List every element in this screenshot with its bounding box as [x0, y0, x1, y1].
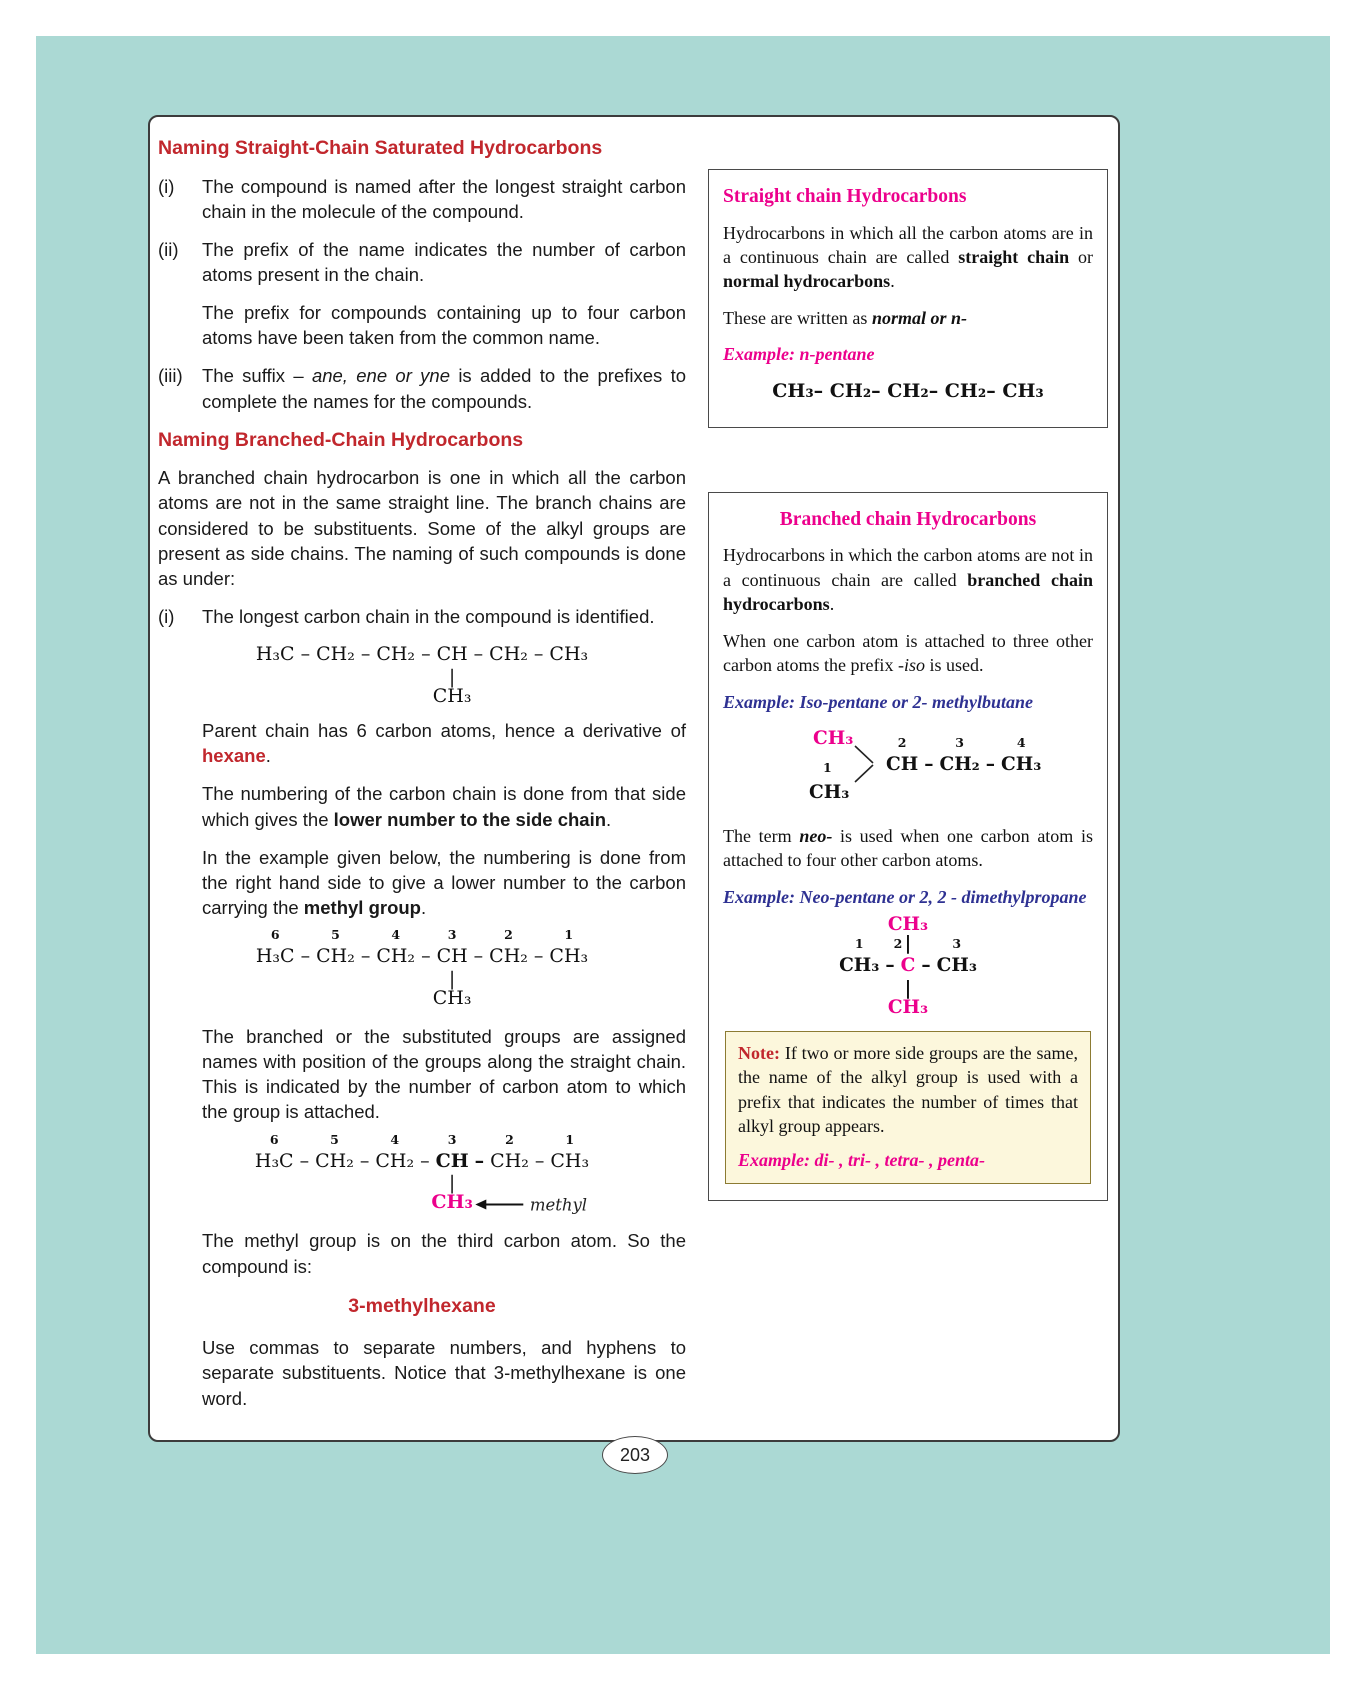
- example-prefixes: Example: di- , tri- , tetra- , penta-: [738, 1150, 985, 1171]
- list-item-i-branched: [158, 604, 686, 629]
- list-text: The compound is named after the longest straight carbon chain in the molecule of the compound.: [202, 175, 686, 222]
- list-item-ii: [158, 237, 686, 287]
- two-column-layout: [150, 117, 1118, 1440]
- box1-paragraph-2: These are written as normal or n-: [723, 307, 967, 328]
- heading-straight-chain: Naming Straight-Chain Saturated Hydrocarbons: [158, 137, 603, 159]
- paragraph-commas: Use commas to separate numbers, and hyphens to separate substituents. Notice that 3-methylhexane is one word.: [202, 1337, 686, 1409]
- example-iso-pentane: Example: Iso-pentane or 2- methylbutane: [723, 691, 1033, 712]
- left-column: [158, 131, 686, 1424]
- box2-paragraph-2: When one carbon atom is attached to three other carbon atoms the prefix -iso is used.: [723, 630, 1093, 676]
- note-text: Note: If two or more side groups are the same, the name of the alkyl group is used with a prefix that indicates the number of times that alkyl group appears.: [738, 1042, 1078, 1136]
- iso-bond-icon: [853, 742, 875, 786]
- box-title-branched-chain: Branched chain Hydrocarbons: [779, 508, 1037, 530]
- straight-chain-box: [708, 169, 1108, 428]
- paragraph-parent-chain: Parent chain has 6 carbon atoms, hence a derivative of hexane.: [202, 720, 686, 767]
- iso-ch3-top: CH₃: [813, 728, 854, 750]
- list-text: The longest carbon chain in the compound is identified.: [202, 606, 655, 628]
- list-marker: (ii): [158, 238, 179, 260]
- box-title-straight-chain: Straight chain Hydrocarbons: [723, 186, 967, 207]
- iso-ch3-bottom: CH₃: [809, 782, 850, 804]
- content-sheet: [148, 115, 1120, 1442]
- list-item-i: [158, 174, 686, 224]
- formula-numbered-chain: H₃C 6 – CH₂ 5 – CH₂ 4 – CH 3 | CH₃ – CH₂ 2 – CH₃ 1: [255, 927, 589, 1009]
- note-box: [725, 1031, 1091, 1184]
- neo-pentane-structure: CH₃ 1 – C 2 CH₃ | | CH₃ – CH₃ 3: [839, 914, 977, 1018]
- paragraph-example-numbering: In the example given below, the numbering is done from the right hand side to give a lower number to the carbon carrying the methyl group.: [202, 846, 686, 918]
- list-marker: (iii): [158, 365, 183, 387]
- page-number: 203: [602, 1436, 668, 1474]
- paragraph-substituted-groups: The branched or the substituted groups are assigned names with position of the groups along the straight chain. This is indicated by the number of carbon atom to which the group is attached.: [202, 1025, 686, 1123]
- paragraph-numbering: The numbering of the carbon chain is done from that side which gives the lower number to the side chain.: [202, 783, 686, 830]
- list-text: The prefix of the name indicates the number of carbon atoms present in the chain.: [202, 238, 686, 285]
- formula-methyl-highlight: H₃C 6 – CH₂ 5 – CH₂ 4 – CH 3 | CH₃ methyl – CH₂ 2 – CH₃ 1: [254, 1131, 590, 1215]
- list-text: The suffix – ane, ene or yne is added to the prefixes to complete the names for the compounds.: [202, 365, 687, 412]
- formula-hexane-chain: H₃C – CH₂ – CH₂ – CH | CH₃ – CH₂ – CH₃: [255, 643, 589, 708]
- right-column: [708, 131, 1108, 1424]
- box2-paragraph-3: The term neo- is used when one carbon atom is attached to four other carbon atoms.: [723, 826, 1093, 871]
- iso-carbon-1-label: 1: [823, 760, 832, 776]
- heading-branched-chain: Naming Branched-Chain Hydrocarbons: [158, 428, 524, 451]
- methyl-arrow-icon: [477, 1204, 523, 1206]
- box2-paragraph-1: Hydrocarbons in which the carbon atoms are not in a continuous chain are called branched chain hydrocarbons.: [723, 545, 1093, 615]
- list-marker: (i): [158, 175, 175, 197]
- paragraph-branched-intro: A branched chain hydrocarbon is one in which all the carbon atoms are not in the same straight line. The branch chains are considered to be substituents. Some of the alkyl groups are present as side chains. The naming of such compounds is done as under:: [158, 467, 686, 589]
- page-background: [36, 36, 1330, 1654]
- compound-name: 3-methylhexane: [348, 1294, 496, 1317]
- n-pentane-formula: CH₃– CH₂– CH₂– CH₂– CH₃: [772, 379, 1044, 402]
- iso-main-chain: CH 2 – CH₂ 3 – CH₃ 4: [886, 735, 1042, 776]
- example-neo-pentane: Example: Neo-pentane or 2, 2 - dimethylpropane: [723, 886, 1087, 907]
- box1-paragraph-1: Hydrocarbons in which all the carbon atoms are in a continuous chain are called straight chain or normal hydrocarbons.: [723, 222, 1093, 292]
- list-item-iii: [158, 363, 686, 413]
- example-n-pentane: Example: n-pentane: [723, 344, 875, 365]
- list-marker: (i): [158, 606, 175, 628]
- sub-paragraph-prefix: The prefix for compounds containing up to four carbon atoms have been taken from the common name.: [202, 302, 686, 349]
- iso-pentane-structure: [735, 726, 1093, 814]
- branched-chain-box: [708, 492, 1108, 1201]
- paragraph-third-carbon: The methyl group is on the third carbon atom. So the compound is:: [202, 1230, 686, 1277]
